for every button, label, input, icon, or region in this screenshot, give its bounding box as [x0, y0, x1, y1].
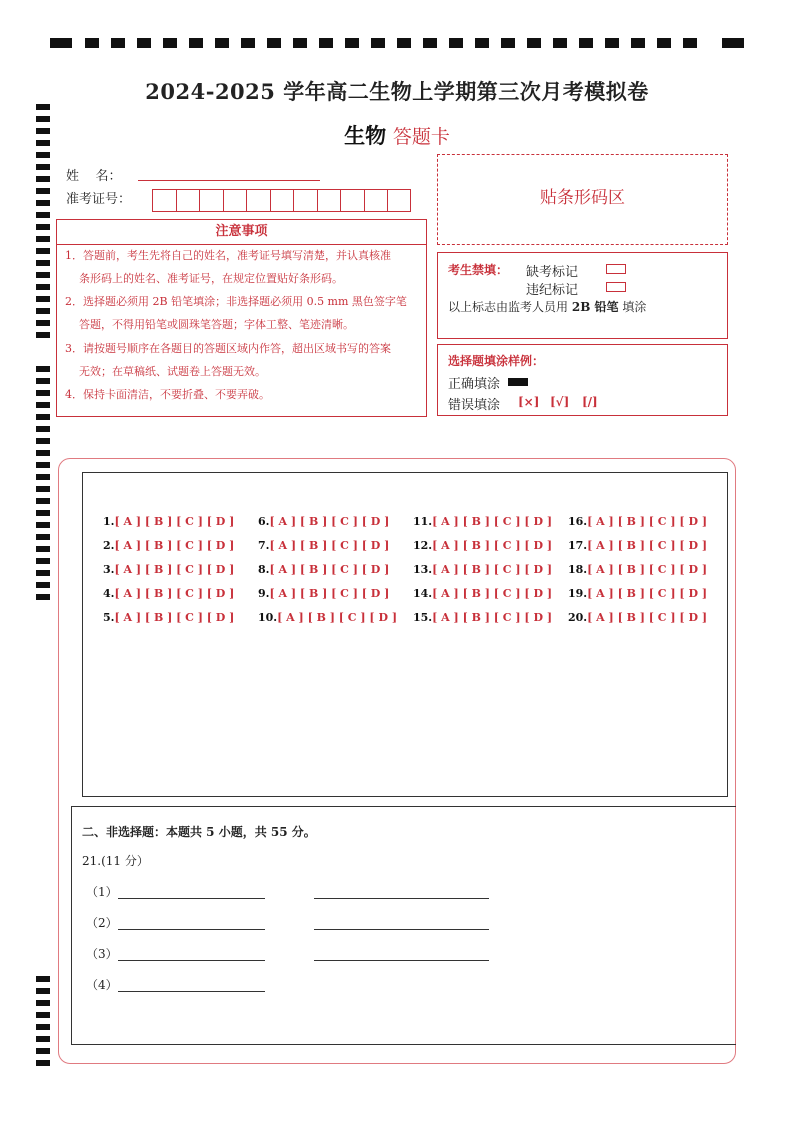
subject-name: 生物 — [344, 123, 387, 148]
choice-question-6[interactable] — [258, 515, 389, 528]
choice-question-7[interactable] — [258, 539, 389, 552]
correct-fill-sample — [508, 378, 528, 386]
wrong-mark-check: [√] — [550, 395, 570, 409]
answer-line[interactable] — [118, 960, 265, 961]
id-digit-box[interactable] — [387, 189, 411, 212]
choice-number: 17. — [568, 539, 588, 552]
page-title: 2024-2025 学年高二生物上学期第三次月考模拟卷 — [145, 79, 649, 104]
choice-number: 16. — [568, 515, 588, 528]
wrong-label: 错误填涂 — [448, 398, 501, 413]
choice-question-15[interactable] — [413, 611, 552, 624]
id-digit-box[interactable] — [340, 189, 364, 212]
choice-question-4[interactable] — [103, 587, 234, 600]
id-digit-box[interactable] — [176, 189, 200, 212]
choice-options[interactable]: [ A ] [ B ] [ C ] [ D ] — [587, 563, 708, 576]
id-digit-box[interactable] — [293, 189, 317, 212]
choice-number: 10. — [258, 611, 278, 624]
absent-mark-box[interactable] — [606, 264, 626, 274]
choice-number: 11. — [413, 515, 433, 528]
prohibit-title: 考生禁填： — [448, 263, 509, 277]
id-digit-box[interactable] — [199, 189, 223, 212]
choice-options[interactable]: [ A ] [ B ] [ C ] [ D ] — [114, 611, 235, 624]
prohibit-note-post: 填涂 — [622, 300, 647, 314]
choice-options[interactable]: [ A ] [ B ] [ C ] [ D ] — [114, 587, 235, 600]
choice-number: 3. — [103, 563, 115, 576]
violation-mark-box[interactable] — [606, 282, 626, 292]
answer-line[interactable] — [314, 898, 489, 899]
choice-options[interactable]: [ A ] [ B ] [ C ] [ D ] — [587, 539, 708, 552]
choice-question-17[interactable] — [568, 539, 707, 552]
notice-line: 3．请按题号顺序在各题目的答题区域内作答，超出区域书写的答案 — [65, 342, 391, 355]
q21-part-2-label: （2） — [86, 916, 118, 930]
card-label: 答题卡 — [392, 126, 450, 148]
choice-number: 4. — [103, 587, 115, 600]
notice-title: 注意事项 — [57, 220, 426, 245]
choice-options[interactable]: [ A ] [ B ] [ C ] [ D ] — [432, 515, 553, 528]
fill-example-panel — [437, 344, 728, 416]
notice-line: 1．答题前，考生先将自己的姓名，准考证号填写清楚，并认真核准 — [65, 249, 391, 262]
choice-options[interactable]: [ A ] [ B ] [ C ] [ D ] — [587, 611, 708, 624]
choice-question-2[interactable] — [103, 539, 234, 552]
choice-number: 15. — [413, 611, 433, 624]
choice-question-1[interactable] — [103, 515, 234, 528]
choice-number: 12. — [413, 539, 433, 552]
notice-line: 无效；在草稿纸、试题卷上答题无效。 — [79, 365, 266, 378]
choice-question-8[interactable] — [258, 563, 389, 576]
choice-number: 9. — [258, 587, 270, 600]
choice-number: 18. — [568, 563, 588, 576]
choice-question-10[interactable] — [258, 611, 397, 624]
wrong-mark-slash: [/] — [582, 395, 598, 409]
choice-question-14[interactable] — [413, 587, 552, 600]
choice-options[interactable]: [ A ] [ B ] [ C ] [ D ] — [587, 515, 708, 528]
id-digit-box[interactable] — [317, 189, 341, 212]
q21-part-3-label: （3） — [86, 947, 118, 961]
notice-line: 4．保持卡面清洁，不要折叠、不要弄破。 — [65, 388, 270, 401]
choice-question-11[interactable] — [413, 515, 552, 528]
question-21-label: 21.(11 分） — [82, 854, 149, 868]
prohibit-note-bold: 2B 铅笔 — [571, 300, 619, 314]
id-digit-box[interactable] — [223, 189, 247, 212]
id-digit-box[interactable] — [246, 189, 270, 212]
choice-number: 1. — [103, 515, 115, 528]
notice-line: 2．选择题必须用 2B 铅笔填涂；非选择题必须用 0.5 mm 黑色签字笔 — [65, 295, 407, 308]
choice-number: 13. — [413, 563, 433, 576]
answer-line[interactable] — [118, 929, 265, 930]
choice-question-19[interactable] — [568, 587, 707, 600]
prohibit-note — [448, 298, 646, 315]
choice-options[interactable]: [ A ] [ B ] [ C ] [ D ] — [114, 539, 235, 552]
choice-number: 5. — [103, 611, 115, 624]
choice-number: 8. — [258, 563, 270, 576]
id-label: 准考证号： — [66, 192, 132, 207]
choice-options[interactable]: [ A ] [ B ] [ C ] [ D ] — [269, 539, 390, 552]
choice-options[interactable]: [ A ] [ B ] [ C ] [ D ] — [269, 563, 390, 576]
non-choice-heading: 二、非选择题：本题共 5 小题，共 55 分。 — [82, 825, 316, 839]
notice-panel — [56, 219, 427, 417]
notice-line: 答题，不得用铅笔或圆珠笔答题；字体工整、笔迹清晰。 — [79, 318, 354, 331]
id-digit-box[interactable] — [152, 189, 176, 212]
exam-id-boxes[interactable] — [152, 189, 411, 213]
choice-options[interactable]: [ A ] [ B ] [ C ] [ D ] — [114, 563, 235, 576]
choice-question-12[interactable] — [413, 539, 552, 552]
choice-options[interactable]: [ A ] [ B ] [ C ] [ D ] — [432, 587, 553, 600]
choice-question-5[interactable] — [103, 611, 234, 624]
choice-question-13[interactable] — [413, 563, 552, 576]
choice-number: 6. — [258, 515, 270, 528]
choice-options[interactable]: [ A ] [ B ] [ C ] [ D ] — [432, 539, 553, 552]
choice-options[interactable]: [ A ] [ B ] [ C ] [ D ] — [587, 587, 708, 600]
choice-question-18[interactable] — [568, 563, 707, 576]
example-title: 选择题填涂样例： — [448, 354, 545, 368]
choice-question-9[interactable] — [258, 587, 389, 600]
choice-options[interactable]: [ A ] [ B ] [ C ] [ D ] — [114, 515, 235, 528]
choice-number: 7. — [258, 539, 270, 552]
prohibit-note-pre: 以上标志由监考人员用 — [448, 300, 569, 314]
choice-question-16[interactable] — [568, 515, 707, 528]
examinee-prohibited-panel — [437, 252, 728, 339]
name-input-line[interactable] — [138, 180, 320, 181]
answer-line[interactable] — [314, 929, 489, 930]
answer-line[interactable] — [118, 991, 265, 992]
q21-part-1-label: （1） — [86, 885, 118, 899]
id-digit-box[interactable] — [270, 189, 294, 212]
choice-options[interactable]: [ A ] [ B ] [ C ] [ D ] — [277, 611, 398, 624]
barcode-area[interactable]: 贴条形码区 — [437, 154, 728, 245]
page-subtitle — [0, 120, 794, 150]
choice-options[interactable]: [ A ] [ B ] [ C ] [ D ] — [269, 587, 390, 600]
top-timing-marks — [50, 38, 745, 50]
choice-number: 20. — [568, 611, 588, 624]
notice-line: 条形码上的姓名、准考证号，在规定位置贴好条形码。 — [79, 272, 343, 285]
choice-number: 2. — [103, 539, 115, 552]
choice-options[interactable]: [ A ] [ B ] [ C ] [ D ] — [269, 515, 390, 528]
correct-label: 正确填涂 — [448, 377, 501, 392]
absent-label: 缺考标记 — [526, 265, 579, 280]
non-choice-section — [71, 806, 736, 1045]
wrong-mark-cross: [×] — [518, 395, 540, 409]
choice-number: 14. — [413, 587, 433, 600]
q21-part-4-label: （4） — [86, 978, 118, 992]
choice-options[interactable]: [ A ] [ B ] [ C ] [ D ] — [432, 563, 553, 576]
answer-line[interactable] — [118, 898, 265, 899]
name-label: 姓 名： — [66, 169, 122, 184]
choice-question-20[interactable] — [568, 611, 707, 624]
choice-number: 19. — [568, 587, 588, 600]
id-digit-box[interactable] — [364, 189, 388, 212]
answer-line[interactable] — [314, 960, 489, 961]
violation-label: 违纪标记 — [526, 283, 579, 298]
choice-question-3[interactable] — [103, 563, 234, 576]
choice-options[interactable]: [ A ] [ B ] [ C ] [ D ] — [432, 611, 553, 624]
